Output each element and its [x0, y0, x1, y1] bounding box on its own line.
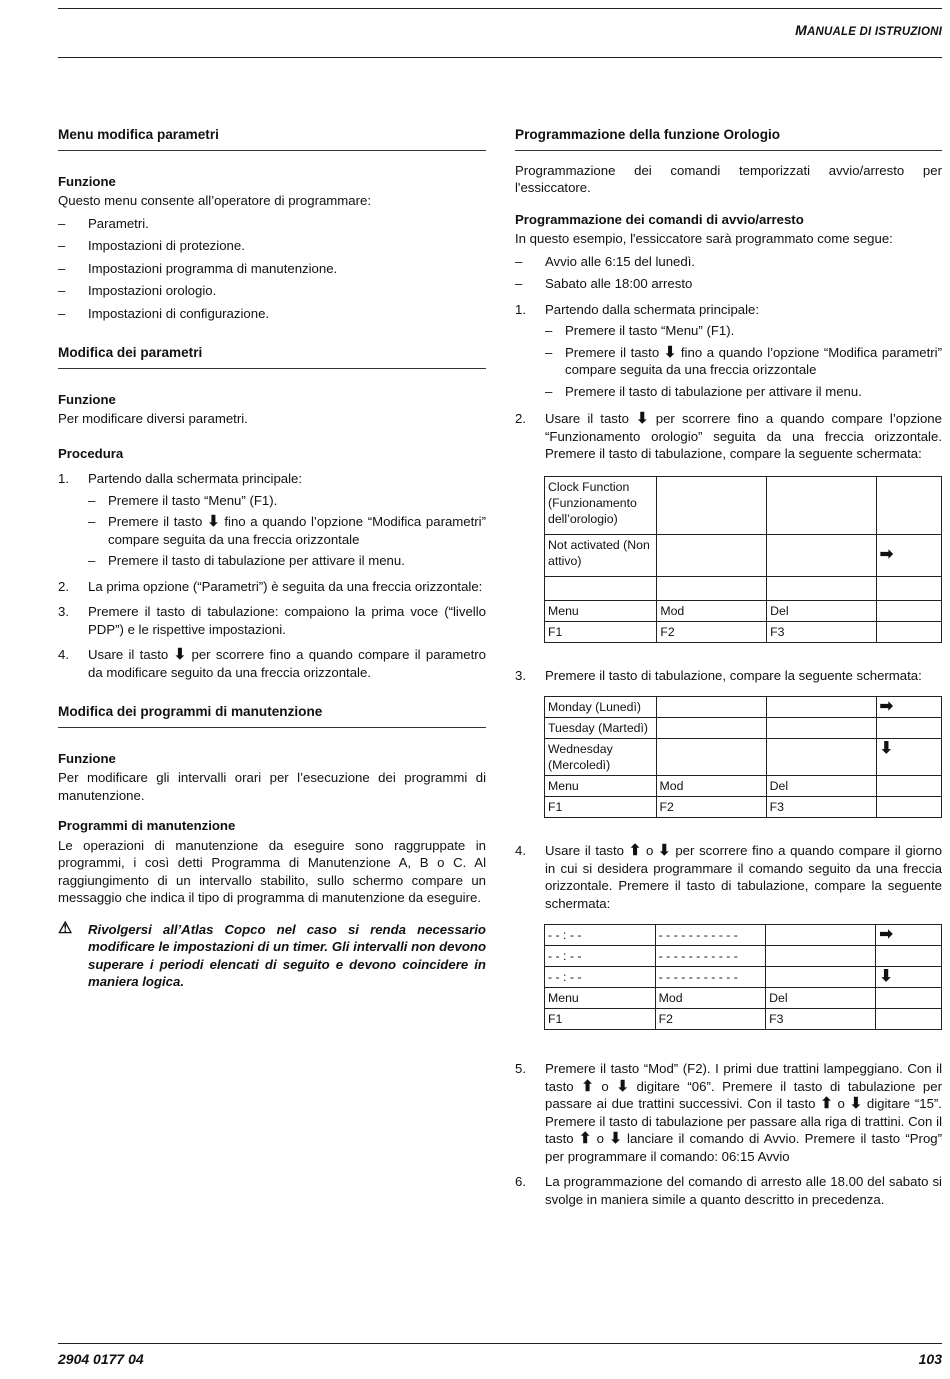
screen-cell — [657, 576, 767, 600]
clock-function-screen — [544, 476, 942, 643]
list-item: 1. Partendo dalla schermata principale: – Premere il tasto “Menu” (F1). – Premere il tasto ⬇ fino a quando l’opzione “Modifica parametri” compare seguita da una freccia orizzontale – Premere il tasto di tabulazione per attivare il menu. — [515, 301, 942, 401]
screen-cell — [657, 476, 767, 534]
arrow-up-icon: ⬆ — [628, 842, 642, 859]
screen-cell — [876, 967, 942, 988]
screen-cell: Del — [767, 600, 877, 621]
screen-cell: F3 — [766, 797, 876, 818]
screen-cell — [876, 797, 941, 818]
screen-cell — [876, 476, 941, 534]
screen-cell — [767, 534, 877, 576]
screen-cell — [767, 576, 877, 600]
header-rule-bottom — [58, 57, 942, 58]
sub-item: – Premere il tasto di tabulazione per attivare il menu. — [88, 552, 486, 570]
screen-cell: Mod — [655, 988, 765, 1009]
section-title-menu-modifica: Menu modifica parametri — [58, 126, 486, 151]
screen-cell: F2 — [656, 797, 766, 818]
section-title-modifica-parametri: Modifica dei parametri — [58, 344, 486, 369]
document-number: 2904 0177 04 — [58, 1351, 144, 1367]
screen-cell: - - - - - - - - - - - — [655, 967, 765, 988]
arrow-down-icon: ⬇ — [879, 740, 894, 757]
right-column — [515, 126, 942, 1208]
screen-cell — [766, 697, 876, 718]
list-item: – Impostazioni programma di manutenzione. — [58, 260, 486, 278]
arrow-down-icon: ⬇ — [609, 1130, 622, 1147]
list-item: – Parametri. — [58, 215, 486, 233]
list-item: – Impostazioni orologio. — [58, 282, 486, 300]
screen-cell — [657, 534, 767, 576]
left-column — [58, 126, 486, 991]
header-title: MANUALE DI ISTRUZIONI — [795, 22, 942, 38]
numbered-list — [515, 667, 942, 685]
heading-funzione: Funzione — [58, 750, 116, 766]
screen-cell: Mod — [656, 776, 766, 797]
screen-cell: F3 — [766, 1009, 876, 1030]
paragraph: Le operazioni di manutenzione da eseguire sono raggruppate in programmi, i così detti Programma di Manutenzione A, B o C. Al raggiungimento di un intervallo stabilito, sullo schermo compare un messaggio che indica il tipo di programma di manutenzione da eseguire. — [58, 837, 486, 905]
screen-cell: F1 — [545, 1009, 656, 1030]
warning-icon: ⚠ — [58, 919, 73, 937]
screen-cell — [876, 718, 941, 739]
arrow-down-icon: ⬇ — [207, 513, 220, 530]
list-item: 6. La programmazione del comando di arresto alle 18.00 del sabato si svolge in maniera simile a quanto descritto in precedenza. — [515, 1174, 942, 1207]
list-item: 3. Premere il tasto di tabulazione: compaiono la prima voce (“livello PDP”) e le rispettive impostazioni. — [58, 604, 486, 637]
sub-item: – Premere il tasto “Menu” (F1). — [545, 322, 942, 340]
heading-funzione: Funzione — [58, 173, 116, 189]
screen-cell — [876, 621, 941, 642]
screen-cell: - - : - - — [545, 925, 656, 946]
screen-cell — [766, 925, 876, 946]
screen-cell — [766, 718, 876, 739]
arrow-right-icon: ➡ — [879, 926, 893, 943]
warning-note: ⚠ Rivolgersi all’Atlas Copco nel caso si renda necessario modificare le impostazioni di un timer. Gli intervalli non devono superare i periodi elencati di seguito e devono coincidere in maniera logica. — [58, 919, 486, 989]
list-item: 1. Partendo dalla schermata principale: – Premere il tasto “Menu” (F1). – Premere il tasto ⬇ fino a quando l’opzione “Modifica parametri” compare seguita da una freccia orizzontale – Premere il tasto di tabulazione per attivare il menu. — [58, 470, 486, 570]
arrow-down-icon: ⬇ — [658, 842, 671, 859]
screen-cell: Mod — [657, 600, 767, 621]
screen-cell — [766, 739, 876, 776]
arrow-down-icon: ⬇ — [636, 410, 649, 427]
screen-cell: Del — [766, 776, 876, 797]
screen-cell: F2 — [655, 1009, 765, 1030]
arrow-up-icon: ⬆ — [581, 1077, 594, 1095]
list-item: – Avvio alle 6:15 del lunedì. — [515, 253, 942, 271]
screen-cell: F1 — [545, 621, 657, 642]
screen-cell — [876, 739, 941, 776]
screen-cell: Clock Function (Funzionamento dell’orologio) — [545, 476, 657, 534]
paragraph: Programmazione dei comandi temporizzati avvio/arresto per l'essiccatore. — [515, 162, 942, 195]
arrow-up-icon: ⬆ — [820, 1095, 833, 1112]
screen-cell: Menu — [545, 600, 657, 621]
screen-cell: F1 — [545, 797, 657, 818]
screen-cell: Tuesday (Martedì) — [545, 718, 657, 739]
arrow-down-icon: ⬇ — [616, 1077, 629, 1095]
sub-item: – Premere il tasto ⬇ fino a quando l’opzione “Modifica parametri” compare seguita da una freccia orizzontale — [545, 344, 942, 379]
screen-cell — [766, 967, 876, 988]
arrow-down-icon: ⬇ — [849, 1095, 863, 1112]
list-item: 4. Usare il tasto ⬆ o ⬇ per scorrere fino a quando compare il giorno in cui si desidera programmare il comando seguito da una freccia orizzontale. Premere il tasto di tabulazione, compare la seguente schermata: — [515, 842, 943, 911]
list-item: 5. Premere il tasto “Mod” (F2). I primi due trattini lampeggiano. Con il tasto ⬆ o ⬇ digitare “06”. Premere il tasto di tabulazione per passare ai due trattini successivi. Con il tasto ⬆ o ⬇ digitare “15”. Premere il tasto di tabulazione per passare alla riga di trattini. Con il tasto ⬆ o ⬇ lanciare il comando di Avvio. Premere il tasto “Prog” per programmare il comando: 06:15 Avvio — [515, 1061, 942, 1164]
screen-cell: - - : - - — [545, 946, 656, 967]
screen-cell — [876, 1009, 942, 1030]
numbered-list — [58, 470, 486, 681]
screen-cell: Menu — [545, 776, 657, 797]
screen-cell: - - - - - - - - - - - — [655, 925, 765, 946]
arrow-right-icon: ➡ — [879, 546, 894, 563]
screen-cell: Menu — [545, 988, 656, 1009]
screen-cell — [876, 534, 941, 576]
arrow-down-icon: ⬇ — [663, 343, 677, 361]
section-title-orologio: Programmazione della funzione Orologio — [515, 126, 942, 151]
screen-cell — [767, 476, 877, 534]
paragraph: Per modificare diversi parametri. — [58, 411, 248, 426]
arrow-down-icon: ⬇ — [173, 646, 187, 663]
screen-cell — [545, 576, 657, 600]
screen-cell — [876, 600, 941, 621]
list-item: 2. La prima opzione (“Parametri”) è seguita da una freccia orizzontale: — [58, 578, 483, 594]
screen-cell — [656, 739, 766, 776]
dash-list — [58, 215, 486, 323]
screen-cell: Not activated (Non attivo) — [545, 534, 657, 576]
footer-rule — [58, 1343, 942, 1344]
paragraph: Questo menu consente all’operatore di programmare: — [58, 193, 372, 208]
heading-programmi: Programmi di manutenzione — [58, 818, 236, 833]
heading-procedura: Procedura — [58, 445, 124, 461]
screen-cell — [656, 718, 766, 739]
sub-item: – Premere il tasto “Menu” (F1). — [88, 492, 486, 510]
section-title-programmi-manutenzione: Modifica dei programmi di manutenzione — [58, 703, 486, 728]
list-item: – Impostazioni di protezione. — [58, 237, 486, 255]
screen-cell: Del — [766, 988, 876, 1009]
screen-cell: - - : - - — [545, 967, 656, 988]
sub-item: – Premere il tasto ⬇ fino a quando l’opzione “Modifica parametri” compare seguita da una freccia orizzontale — [88, 513, 486, 548]
screen-cell — [656, 697, 766, 718]
screen-cell — [876, 988, 942, 1009]
screen-cell — [876, 697, 941, 718]
arrow-down-icon: ⬇ — [879, 968, 893, 985]
heading-comandi: Programmazione dei comandi di avvio/arresto — [515, 211, 804, 227]
screen-cell: F2 — [657, 621, 767, 642]
list-item: – Sabato alle 18:00 arresto — [515, 275, 942, 293]
screen-cell: Wednesday (Mercoledì) — [545, 739, 657, 776]
header-rule-top — [58, 8, 942, 9]
numbered-list — [515, 842, 942, 912]
heading-funzione: Funzione — [58, 391, 116, 407]
paragraph: In questo esempio, l'essiccatore sarà programmato come segue: — [515, 231, 893, 246]
paragraph: Per modificare gli intervalli orari per l’esecuzione dei programmi di manutenzione. — [58, 770, 486, 803]
page-number: 103 — [918, 1351, 942, 1367]
screen-cell: - - - - - - - - - - - — [655, 946, 765, 967]
arrow-right-icon: ➡ — [879, 698, 894, 715]
screen-cell: F3 — [767, 621, 877, 642]
screen-cell — [876, 576, 941, 600]
time-entry-screen — [544, 924, 942, 1030]
numbered-list — [515, 301, 942, 463]
day-select-screen — [544, 696, 942, 818]
list-item: 3. Premere il tasto di tabulazione, compare la seguente schermata: — [515, 667, 922, 683]
numbered-list — [515, 1060, 942, 1208]
list-item: – Impostazioni di configurazione. — [58, 305, 486, 323]
list-item: 2. Usare il tasto ⬇ per scorrere fino a quando compare l’opzione “Funzionamento orologio” seguita da una freccia orizzontale. Premere il tasto di tabulazione, compare la seguente schermata: — [515, 410, 942, 461]
arrow-up-icon: ⬆ — [578, 1130, 592, 1147]
screen-cell — [876, 776, 941, 797]
screen-cell — [876, 946, 942, 967]
list-item: 4. Usare il tasto ⬇ per scorrere fino a quando compare il parametro da modificare seguito da una freccia orizzontale. — [58, 646, 486, 680]
screen-cell — [766, 946, 876, 967]
dash-list — [515, 253, 942, 293]
screen-cell: Monday (Lunedì) — [545, 697, 657, 718]
sub-item: – Premere il tasto di tabulazione per attivare il menu. — [545, 383, 942, 401]
screen-cell — [876, 925, 942, 946]
